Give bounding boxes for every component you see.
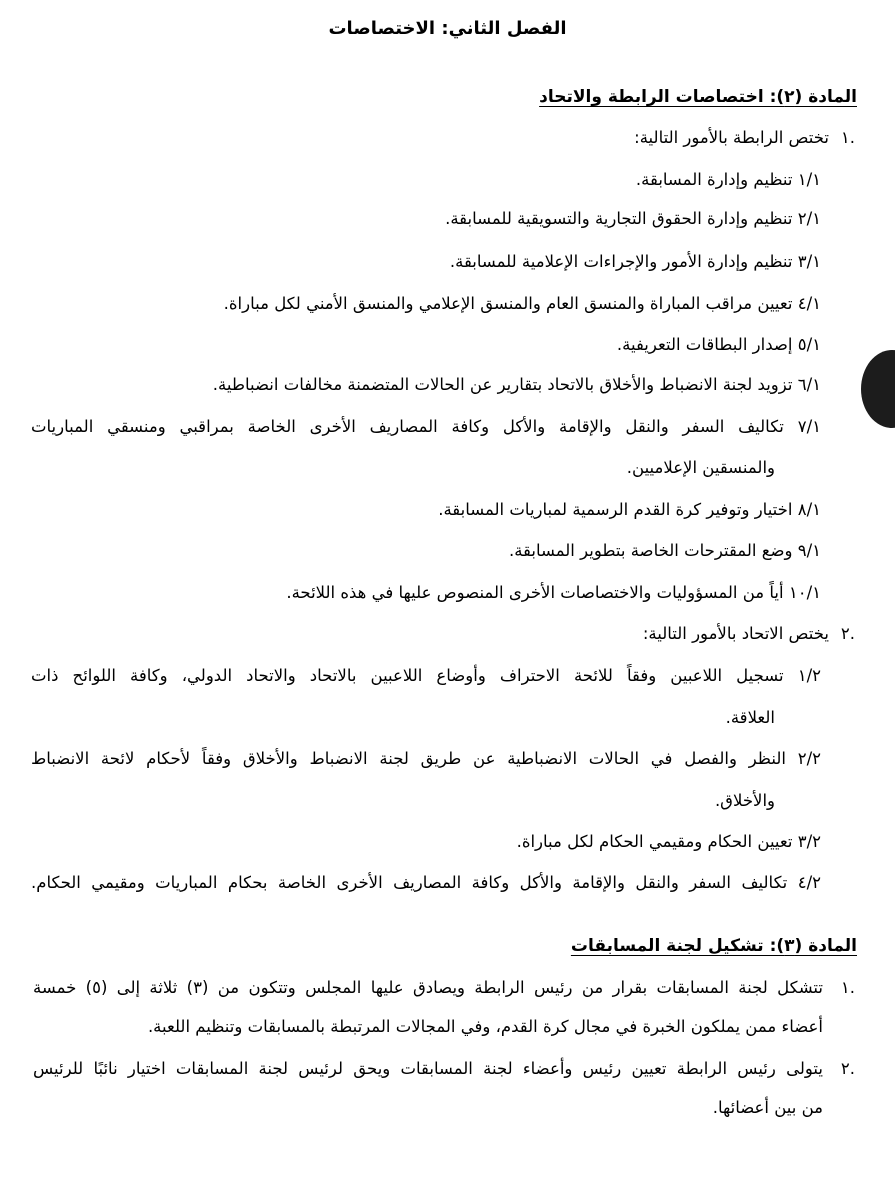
list-item-1-7-continued: والمنسقين الإعلاميين.	[626, 458, 775, 477]
list-item-2-2-continued: والأخلاق.	[714, 791, 775, 810]
list-item-1-2: ٢/١ تنظيم وإدارة الحقوق التجارية والتسويقية للمسابقة.	[445, 209, 821, 228]
article-3-clause-1-line-2: أعضاء ممن يملكون الخبرة في مجال كرة القدم، وفي المجالات المرتبطة بالمسابقات وتنظيم اللعبة.	[147, 1017, 823, 1036]
list-item-2-3: ٣/٢ تعيين الحكام ومقيمي الحكام لكل مباراة.	[516, 832, 821, 851]
article-2-clause-1	[634, 125, 855, 151]
list-item-2-1-continued: العلاقة.	[725, 708, 775, 727]
list-item-1-4: ٤/١ تعيين مراقب المباراة والمنسق العام والمنسق الإعلامي والمنسق الأمني لكل مباراة.	[223, 294, 821, 313]
list-item-1-9: ٩/١ وضع المقترحات الخاصة بتطوير المسابقة.	[508, 541, 821, 560]
article-3-clause-2-number: .٢	[840, 1059, 855, 1078]
list-item-1-7: ٧/١ تكاليف السفر والنقل والإقامة والأكل وكافة المصاريف الأخرى الخاصة بمراقبي ومنسقي المباريات	[31, 417, 821, 436]
clause-text: تختص الرابطة بالأمور التالية:	[634, 128, 829, 147]
article-3-clause-2-line-2: من بين أعضائها.	[712, 1098, 823, 1117]
list-item-1-8: ٨/١ اختيار وتوفير كرة القدم الرسمية لمباريات المسابقة.	[438, 500, 821, 519]
article-3-clause-1-number: .١	[840, 978, 855, 997]
list-item-1-6: ٦/١ تزويد لجنة الانضباط والأخلاق بالاتحاد بتقارير عن الحالات المتضمنة مخالفات انضباطية.	[212, 375, 821, 394]
clause-number: .١	[840, 128, 855, 147]
chapter-title: الفصل الثاني: الاختصاصات	[328, 18, 567, 39]
clause-number: .٢	[840, 624, 855, 643]
list-item-1-1: ١/١ تنظيم وإدارة المسابقة.	[635, 170, 821, 189]
article-3-clause-2-line-1: يتولى رئيس الرابطة تعيين رئيس وأعضاء لجنة المسابقات ويحق لرئيس لجنة المسابقات اختيار نائبًا للرئيس	[33, 1059, 823, 1078]
list-item-1-10: ١٠/١ أياً من المسؤوليات والاختصاصات الأخرى المنصوص عليها في هذه اللائحة.	[286, 583, 821, 602]
list-item-2-1: ١/٢ تسجيل اللاعبين وفقاً للائحة الاحتراف وأوضاع اللاعبين بالاتحاد والاتحاد الدولي، وكافة اللوائح ذات	[31, 666, 821, 685]
list-item-1-3: ٣/١ تنظيم وإدارة الأمور والإجراءات الإعلامية للمسابقة.	[449, 252, 821, 271]
article-2-heading: المادة (٢): اختصاصات الرابطة والاتحاد	[539, 87, 857, 107]
article-2-clause-2	[643, 621, 855, 647]
list-item-2-2: ٢/٢ النظر والفصل في الحالات الانضباطية عن طريق لجنة الانضباط والأخلاق وفقاً لأحكام لائحة الانضباط	[31, 749, 821, 768]
page-edge-tab	[861, 350, 895, 428]
clause-text: يختص الاتحاد بالأمور التالية:	[642, 624, 829, 643]
list-item-2-4: ٤/٢ تكاليف السفر والنقل والإقامة والأكل وكافة المصاريف الأخرى الخاصة بحكام المباريات ومقيمي الحكام.	[31, 873, 821, 892]
list-item-1-5: ٥/١ إصدار البطاقات التعريفية.	[616, 335, 821, 354]
article-3-clause-1-line-1: تتشكل لجنة المسابقات بقرار من رئيس الرابطة ويصادق عليها المجلس وتتكون من (٣) ثلاثة إلى (٥) خمسة	[33, 978, 823, 997]
article-3-heading: المادة (٣): تشكيل لجنة المسابقات	[570, 936, 857, 956]
